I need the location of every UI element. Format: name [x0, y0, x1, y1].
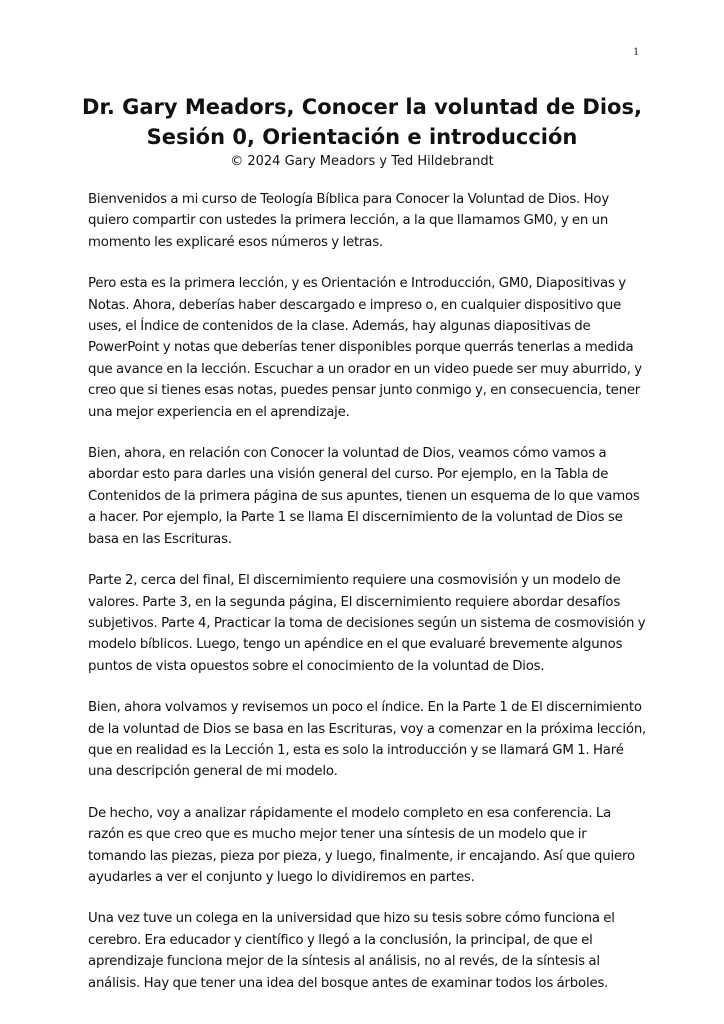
paragraph: De hecho, voy a analizar rápidamente el modelo completo en esa conferencia. La razón es que creo que es mucho mejor tener una síntesis de un modelo que ir tomando las piezas, pieza por pieza, y luego, finalmente, ir encajando. Así que quiero ayudarles a ver el conjunto y luego lo dividiremos en partes.	[88, 805, 635, 885]
document-body	[88, 189, 648, 1014]
paragraph: Parte 2, cerca del final, El discernimiento requiere una cosmovisión y un modelo de valores. Parte 3, en la segunda página, El discernimiento requiere abordar desafíos subjetivos. Parte 4, Practicar la toma de decisiones según un sistema de cosmovisión y modelo bíblicos. Luego, tengo un apéndice en el que evaluaré brevemente algunos puntos de vista opuestos sobre el conocimiento de la voluntad de Dios.	[88, 573, 646, 674]
copyright-notice: © 2024 Gary Meadors y Ted Hildebrandt	[230, 154, 494, 169]
title-line-2: Sesión 0, Orientación e introducción	[146, 125, 578, 149]
paragraph: Una vez tuve un colega en la universidad que hizo su tesis sobre cómo funciona el cerebro. Era educador y científico y llegó a la conclusión, la principal, de que el aprendizaje funciona mejor de la síntesis al análisis, no al revés, de la síntesis al análisis. Hay que tener una idea del bosque antes de examinar todos los árboles.	[88, 911, 615, 991]
paragraph: Bien, ahora, en relación con Conocer la voluntad de Dios, veamos cómo vamos a abordar esto para darles una visión general del curso. Por ejemplo, en la Tabla de Contenidos de la primera página de sus apuntes, tienen un esquema de lo que vamos a hacer. Por ejemplo, la Parte 1 se llama El discernimiento de la voluntad de Dios se basa en las Escrituras.	[88, 446, 640, 547]
paragraph: Bien, ahora volvamos y revisemos un poco el índice. En la Parte 1 de El discernimiento de la voluntad de Dios se basa en las Escrituras, voy a comenzar en la próxima lección, que en realidad es la Lección 1, esta es solo la introducción y se llamará GM 1. Haré una descripción general de mi modelo.	[88, 700, 647, 780]
document-header	[60, 92, 664, 172]
page-number: 1	[633, 44, 639, 58]
document-title	[60, 92, 664, 152]
paragraph: Pero esta es la primera lección, y es Orientación e Introducción, GM0, Diapositivas y Notas. Ahora, deberías haber descargado e impreso o, en cualquier dispositivo que uses, el Índice de contenidos de la clase. Además, hay algunas diapositivas de PowerPoint y notas que deberías tener disponibles porque querrás tenerlas a medida que avance en la lección. Escuchar a un orador en un video puede ser muy aburrido, y creo que si tienes esas notas, puedes pensar junto conmigo y, en consecuencia, tener una mejor experiencia en el aprendizaje.	[88, 276, 642, 420]
title-line-1: Dr. Gary Meadors, Conocer la voluntad de Dios,	[82, 95, 642, 119]
paragraph: Bienvenidos a mi curso de Teología Bíblica para Conocer la Voluntad de Dios. Hoy quiero compartir con ustedes la primera lección, a la que llamamos GM0, y en un momento les explicaré esos números y letras.	[88, 192, 610, 250]
